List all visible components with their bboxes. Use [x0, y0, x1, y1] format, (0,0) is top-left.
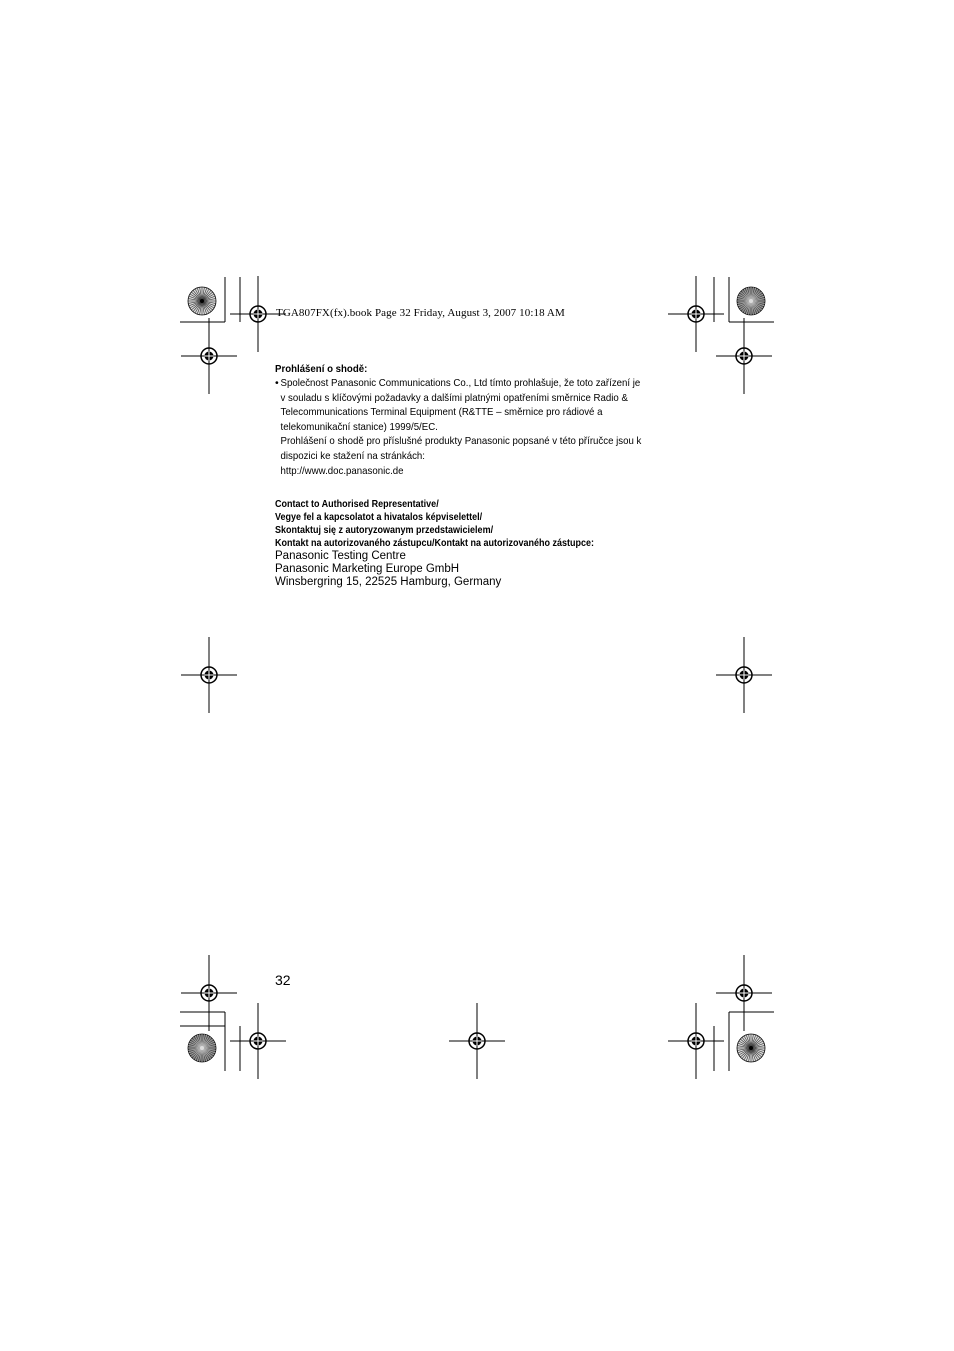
- registration-mark: [668, 276, 724, 352]
- declaration-url: http://www.doc.panasonic.de: [280, 464, 404, 477]
- declaration-line: Prohlášení o shodě pro příslušné produkty Panasonic popsané v této příručce jsou k: [280, 435, 642, 448]
- registration-mark: [181, 955, 237, 1031]
- registration-mark: [181, 637, 237, 713]
- registration-mark: [716, 318, 772, 394]
- main-content: [275, 362, 675, 589]
- registration-mark: [716, 955, 772, 1031]
- contact-section: [275, 499, 675, 589]
- starburst-target: [737, 1034, 765, 1062]
- book-info-header: TGA807FX(fx).book Page 32 Friday, August 3, 2007 10:18 AM: [276, 307, 565, 319]
- contact-heading: Kontakt na autorizovaného zástupcu/Kontakt na autorizovaného zástupce:: [275, 537, 595, 549]
- registration-mark: [181, 318, 237, 394]
- contact-heading: Vegye fel a kapcsolatot a hivatalos képviselettel/: [275, 511, 483, 523]
- contact-heading: Skontaktuj się z autoryzowanym przedstawicielem/: [275, 524, 494, 536]
- bullet: •: [275, 377, 279, 389]
- contact-heading: Contact to Authorised Representative/: [275, 499, 439, 511]
- declaration-title: Prohlášení o shodě:: [275, 363, 368, 375]
- declaration-line: dispozici ke stažení na stránkách:: [280, 449, 425, 462]
- starburst-target: [737, 287, 765, 315]
- declaration-line: v souladu s klíčovými požadavky a dalšími platnými opatřeními směrnice Radio &: [280, 391, 628, 404]
- registration-mark: [668, 1003, 724, 1079]
- page-number: 32: [275, 972, 291, 988]
- registration-mark: [716, 637, 772, 713]
- registration-mark: [449, 1003, 505, 1079]
- declaration-line: telekomunikační stanice) 1999/5/EC.: [280, 420, 438, 433]
- address-line: Winsbergring 15, 22525 Hamburg, Germany: [275, 576, 502, 589]
- registration-mark: [230, 1003, 286, 1079]
- starburst-target: [188, 1034, 216, 1062]
- declaration-line: Telecommunications Terminal Equipment (R&TTE – směrnice pro rádiové a: [280, 406, 603, 419]
- address-line: Panasonic Marketing Europe GmbH: [275, 563, 460, 576]
- starburst-target: [188, 287, 216, 315]
- address-line: Panasonic Testing Centre: [275, 550, 406, 563]
- declaration-line: Společnost Panasonic Communications Co., Ltd tímto prohlašuje, že toto zařízení je: [280, 377, 641, 389]
- declaration-body: [275, 376, 675, 478]
